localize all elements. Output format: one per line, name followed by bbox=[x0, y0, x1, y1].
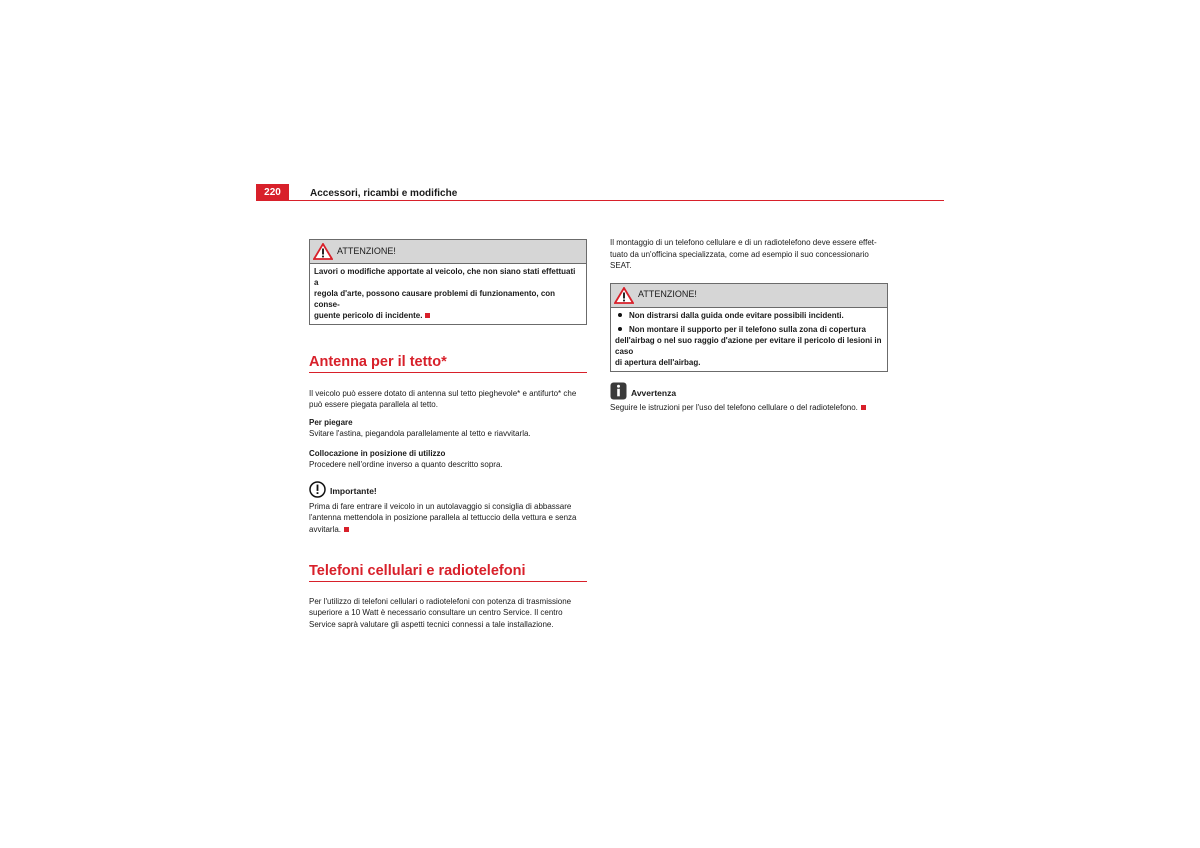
left-column bbox=[309, 239, 587, 630]
page-number: 220 bbox=[256, 184, 289, 201]
subheading-fold: Per piegare bbox=[309, 417, 353, 427]
end-square-icon bbox=[425, 313, 430, 318]
warning-line: regola d'arte, possono causare problemi di funzionamento, con conse- bbox=[314, 289, 556, 309]
info-icon bbox=[610, 382, 627, 400]
paragraph-line: SEAT. bbox=[610, 261, 632, 270]
section-title-phones: Telefoni cellulari e radiotelefoni bbox=[309, 566, 587, 582]
bullet-icon bbox=[618, 313, 622, 317]
paragraph-line: Service saprà valutare gli aspetti tecnici connessi a tale installazione. bbox=[309, 619, 554, 629]
warning-title: ATTENZIONE! bbox=[638, 289, 697, 300]
paragraph-line: superiore a 10 Watt è necessario consultare un centro Service. Il centro bbox=[309, 608, 563, 617]
important-body bbox=[309, 501, 587, 536]
bullet-item-line: di apertura dell'airbag. bbox=[615, 357, 701, 367]
paragraph-use-position: Procedere nell'ordine inverso a quanto descritto sopra. bbox=[309, 460, 503, 469]
warning-line: guente pericolo di incidente. bbox=[314, 310, 582, 321]
warning-title: ATTENZIONE! bbox=[337, 245, 396, 256]
bullet-icon bbox=[618, 327, 622, 331]
paragraph-line: avvitarla. bbox=[309, 524, 587, 536]
antenna-intro bbox=[309, 388, 587, 411]
paragraph-line: tuato da un'officina specializzata, come ad esempio il suo concessionario bbox=[610, 249, 869, 259]
warning-header bbox=[310, 240, 586, 264]
right-column bbox=[610, 237, 888, 413]
bullet-item-line: dell'airbag o nel suo raggio d'azione per evitare il pericolo di lesioni in caso bbox=[615, 335, 882, 356]
note-text: Seguire le istruzioni per l'uso del telefono cellulare o del radiotelefono. bbox=[610, 402, 888, 414]
paragraph-line: Prima di fare entrare il veicolo in un autolavaggio si consiglia di abbassare bbox=[309, 501, 572, 511]
section-title-antenna: Antenna per il tetto* bbox=[309, 357, 587, 373]
warning-triangle-icon bbox=[313, 243, 333, 260]
note-title: Avvertenza bbox=[631, 388, 677, 398]
chapter-title: Accessori, ricambi e modifiche bbox=[310, 188, 458, 199]
warning-box-phones bbox=[610, 283, 888, 372]
paragraph-fold: Svitare l'astina, piegandola parallelamente al tetto e riavvitarla. bbox=[309, 429, 531, 438]
paragraph-line: Il montaggio di un telefono cellulare e di un radiotelefono deve essere effet- bbox=[610, 238, 877, 247]
exclamation-circle-icon bbox=[309, 481, 326, 498]
paragraph-line: Per l'utilizzo di telefoni cellulari o radiotelefoni con potenza di trasmissione bbox=[309, 596, 572, 606]
note-heading bbox=[610, 382, 888, 400]
warning-body bbox=[611, 308, 887, 371]
warning-box-modifications bbox=[309, 239, 587, 325]
warning-line: Lavori o modifiche apportate al veicolo, che non siano stati effettuati a bbox=[314, 267, 576, 287]
important-title: Importante! bbox=[330, 486, 377, 496]
right-intro bbox=[610, 237, 888, 272]
phones-paragraph bbox=[309, 596, 587, 631]
paragraph-line: Il veicolo può essere dotato di antenna sul tetto pieghevole* e antifurto* che bbox=[309, 388, 577, 398]
bullet-item: Non distrarsi dalla guida onde evitare possibili incidenti. bbox=[615, 310, 883, 321]
paragraph-line: l'antenna mettendola in posizione parallela al tettuccio della vettura e senza bbox=[309, 513, 577, 522]
paragraph-line: può essere piegata parallela al tetto. bbox=[309, 400, 438, 409]
warning-header bbox=[611, 284, 887, 308]
header-divider bbox=[256, 200, 944, 201]
end-square-icon bbox=[344, 527, 349, 532]
important-heading bbox=[309, 481, 587, 498]
bullet-item: Non montare il supporto per il telefono sulla zona di copertura bbox=[615, 324, 883, 335]
warning-body bbox=[310, 264, 586, 324]
end-square-icon bbox=[861, 405, 866, 410]
subheading-use-position: Collocazione in posizione di utilizzo bbox=[309, 448, 446, 458]
warning-triangle-icon bbox=[614, 287, 634, 304]
